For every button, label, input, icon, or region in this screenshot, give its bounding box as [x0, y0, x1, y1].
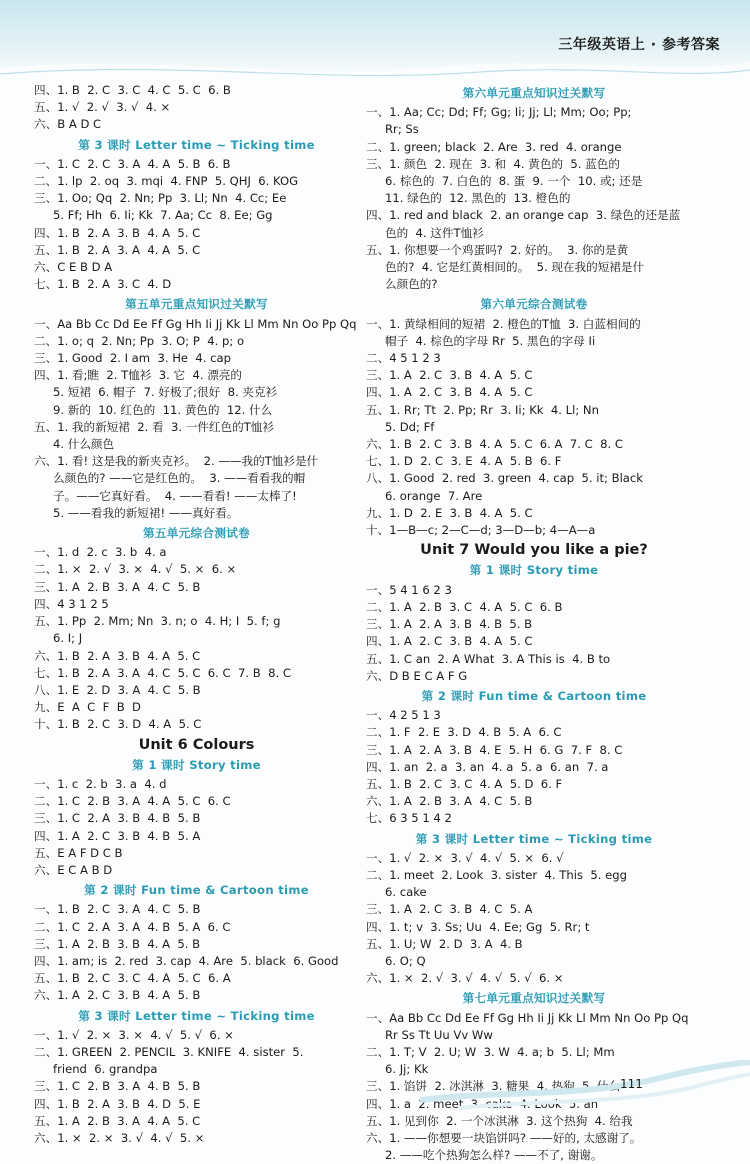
answer-line: 四、1. B 2. A 3. B 4. D 5. E: [34, 1096, 201, 1111]
answer-line: 么颜色的? ——它是红色的。 3. ——看看我的帽: [53, 471, 306, 486]
answer-line: 6. cake: [385, 885, 427, 900]
answer-line: 4. 什么颜色: [53, 437, 115, 452]
answer-line: 六、1. ——你想要一块馅饼吗? ——好的, 太感谢了。: [366, 1130, 642, 1145]
answer-line: 七、1. B 2. A 3. A 4. C 5. C 6. C 7. B 8. C: [34, 665, 291, 680]
section-heading: 第五单元重点知识过关默写: [125, 297, 268, 312]
answer-line: 色的 4. 这件T恤衫: [385, 225, 484, 240]
answer-line: 六、1. B 2. A 3. B 4. A 5. C: [34, 648, 201, 663]
footer-wave-decoration: [420, 1060, 750, 1110]
answer-line: 一、Aa Bb Cc Dd Ee Ff Gg Hh Ii Jj Kk Ll Mm Nn Oo Pp Qq: [34, 316, 357, 331]
answer-line: 二、1. × 2. √ 3. × 4. √ 5. × 6. ×: [34, 562, 237, 577]
answer-line: 四、1. A 2. C 3. B 4. A 5. C: [366, 634, 533, 649]
answer-line: 三、1. 馅饼 2. 冰淇淋 3. 糖果 4. 热狗 5. 什么: [366, 1079, 620, 1094]
answer-line: 六、1. A 2. C 3. B 4. A 5. B: [34, 988, 201, 1003]
page-header-title: 三年级英语上 · 参考答案: [558, 37, 720, 53]
answer-line: 四、1. B 2. A 3. B 4. A 5. C: [34, 225, 201, 240]
answer-line: 九、1. D 2. E 3. B 4. A 5. C: [366, 505, 533, 520]
answer-line: 六、1. × 2. √ 3. √ 4. √ 5. √ 6. ×: [366, 971, 564, 986]
answer-line: 5. ——看我的新短裙! ——真好看。: [53, 505, 239, 520]
answer-line: 6. 棕色的 7. 白色的 8. 蛋 9. 一个 10. 或; 还是: [385, 174, 643, 189]
section-heading: 第五单元综合测试卷: [142, 526, 251, 541]
answer-line: 5. Ff; Hh 6. Ii; Kk 7. Aa; Cc 8. Ee; Gg: [53, 208, 273, 223]
answer-line: 6. O; Q: [385, 953, 426, 968]
section-heading: 第 3 课时 Letter time ~ Ticking time: [415, 831, 653, 846]
answer-line: 六、E C A B D: [34, 862, 113, 877]
answer-line: 六、1. B 2. C 3. B 4. A 5. C 6. A 7. C 8. C: [366, 437, 623, 452]
answer-line: 一、1. √ 2. × 3. √ 4. √ 5. × 6. √: [366, 850, 564, 865]
answer-line: 八、1. E 2. D 3. A 4. C 5. B: [34, 682, 201, 697]
answer-line: 五、1. Pp 2. Mm; Nn 3. n; o 4. H; I 5. f; g: [34, 614, 281, 629]
answer-line: 5. Dd; Ff: [385, 419, 435, 434]
answer-line: friend 6. grandpa: [53, 1062, 158, 1077]
answer-line: 十、1—B—c; 2—C—d; 3—D—b; 4—A—a: [366, 523, 596, 538]
section-heading: 第 1 课时 Story time: [132, 757, 261, 772]
answer-line: 二、1. C 2. B 3. A 4. A 5. C 6. C: [34, 794, 231, 809]
answer-line: 四、1. t; v 3. Ss; Uu 4. Ee; Gg 5. Rr; t: [366, 919, 590, 934]
answer-line: 6. I; J: [53, 631, 83, 646]
section-heading: 第 3 课时 Letter time ~ Ticking time: [78, 137, 315, 152]
section-heading: 第六单元重点知识过关默写: [462, 86, 606, 100]
answer-line: 八、1. Good 2. red 3. green 4. cap 5. it; Black: [366, 471, 643, 486]
answer-line: 四、4 3 1 2 5: [34, 596, 109, 611]
answer-line: 五、1. A 2. B 3. A 4. A 5. C: [34, 1113, 201, 1128]
unit-title: Unit 6 Colours: [138, 736, 255, 753]
answer-line: 二、1. lp 2. oq 3. mqi 4. FNP 5. QHJ 6. KOG: [34, 174, 299, 189]
answer-line: 六、1. × 2. × 3. √ 4. √ 5. ×: [34, 1130, 205, 1145]
answer-line: 十、1. B 2. C 3. D 4. A 5. C: [34, 717, 202, 732]
answer-line: 一、Aa Bb Cc Dd Ee Ff Gg Hh Ii Jj Kk Ll Mm Nn Oo Pp Qq: [366, 1010, 689, 1025]
answer-line: 四、1. am; is 2. red 3. cap 4. Are 5. black 6. Good: [34, 953, 339, 968]
answer-line: 三、1. A 2. A 3. B 4. B 5. B: [366, 617, 533, 632]
answer-line: 五、1. U; W 2. D 3. A 4. B: [366, 936, 523, 951]
answer-column-right: [366, 82, 702, 1164]
page-number: 111: [620, 1077, 643, 1091]
answer-line: 三、1. C 2. A 3. B 4. B 5. B: [34, 811, 201, 826]
answer-line: 一、1. Aa; Cc; Dd; Ff; Gg; Ii; Jj; Ll; Mm; Oo; Pp;: [366, 105, 632, 120]
answer-line: 二、1. GREEN 2. PENCIL 3. KNIFE 4. sister 5.: [34, 1044, 304, 1059]
answer-line: 三、1. A 2. B 3. B 4. A 5. B: [34, 936, 201, 951]
answer-line: 四、1. an 2. a 3. an 4. a 5. a 6. an 7. a: [366, 759, 609, 774]
answer-line: 二、1. F 2. E 3. D 4. B 5. A 6. C: [366, 725, 562, 740]
answer-line: 五、1. B 2. C 3. C 4. A 5. D 6. F: [366, 776, 563, 791]
answer-line: 五、1. 你想要一个鸡蛋吗? 2. 好的。 3. 你的是黄: [366, 242, 629, 257]
answer-line: 帽子 4. 棕色的字母 Rr 5. 黑色的字母 Ii: [385, 333, 596, 348]
answer-line: 6. orange 7. Are: [385, 488, 483, 503]
answer-line: 五、E A F D C B: [34, 845, 123, 860]
answer-line: Rr; Ss: [385, 122, 419, 137]
answer-line: 四、1. A 2. C 3. B 4. A 5. C: [366, 385, 533, 400]
answer-line: 二、1. C 2. A 3. A 4. B 5. A 6. C: [34, 919, 231, 934]
answer-line: 二、1. meet 2. Look 3. sister 4. This 5. egg: [366, 867, 627, 882]
section-heading: 第七单元重点知识过关默写: [462, 991, 606, 1006]
answer-line: 四、1. a 2. meet 3. cake 4. Look 5. an: [366, 1096, 599, 1111]
answer-line: 三、1. A 2. C 3. B 4. C 5. A: [366, 902, 533, 917]
answer-line: 一、1. d 2. c 3. b 4. a: [34, 545, 167, 560]
answer-line: 一、5 4 1 6 2 3: [366, 582, 452, 597]
answer-line: 一、1. √ 2. × 3. × 4. √ 5. √ 6. ×: [34, 1027, 234, 1042]
answer-line: 6. Jj; Kk: [385, 1062, 429, 1077]
answer-line: 二、4 5 1 2 3: [366, 351, 441, 366]
answer-line: 三、1. C 2. B 3. A 4. B 5. B: [34, 1079, 201, 1094]
answer-line: 四、1. red and black 2. an orange cap 3. 绿色的还是蓝: [366, 208, 681, 223]
answer-line: 九、E A C F B D: [34, 700, 141, 715]
answer-line: 三、1. A 2. C 3. B 4. A 5. C: [366, 368, 533, 383]
answer-line: 2. ——吃个热狗怎么样? ——不了, 谢谢。: [385, 1148, 603, 1163]
answer-line: Rr Ss Tt Uu Vv Ww: [385, 1027, 493, 1042]
answer-line: 二、1. A 2. B 3. C 4. A 5. C 6. B: [366, 599, 563, 614]
answer-line: 七、1. B 2. A 3. C 4. D: [34, 277, 172, 292]
answer-line: 七、1. D 2. C 3. E 4. A 5. B 6. F: [366, 454, 562, 469]
unit-title: Unit 7 Would you like a pie?: [420, 542, 648, 559]
answer-line: 么颜色的?: [385, 277, 438, 292]
answer-line: 三、1. Good 2. I am 3. He 4. cap: [34, 351, 232, 366]
answer-line: 五、1. √ 2. √ 3. √ 4. ×: [34, 100, 171, 115]
answer-line: 一、1. C 2. C 3. A 4. A 5. B 6. B: [34, 156, 231, 171]
answer-line: 五、1. 我的新短裙 2. 看 3. 一件红色的T恤衫: [34, 419, 274, 434]
answer-line: 一、4 2 5 1 3: [366, 708, 441, 723]
section-heading: 第 1 课时 Story time: [469, 563, 599, 578]
answer-line: 一、1. c 2. b 3. a 4. d: [34, 776, 167, 791]
answer-column-left: [34, 82, 359, 1147]
answer-line: 五、1. B 2. C 3. C 4. A 5. C 6. A: [34, 971, 231, 986]
section-heading: 第六单元综合测试卷: [480, 297, 588, 312]
answer-line: 七、6 3 5 1 4 2: [366, 811, 452, 826]
answer-line: 四、1. 看;瞧 2. T恤衫 3. 它 4. 漂亮的: [34, 368, 243, 383]
answer-line: 三、1. A 2. A 3. B 4. E 5. H 6. G 7. F 8. C: [366, 742, 623, 757]
answer-line: 一、1. 黄绿相间的短裙 2. 橙色的T恤 3. 白蓝相间的: [366, 316, 641, 331]
answer-line: 六、1. 看! 这是我的新夹克衫。 2. ——我的T恤衫是什: [34, 454, 319, 469]
answer-line: 四、1. B 2. C 3. C 4. C 5. C 6. B: [34, 83, 231, 97]
answer-line: 三、1. Oo; Qq 2. Nn; Pp 3. Ll; Nn 4. Cc; Ee: [34, 191, 287, 206]
answer-line: 三、1. 颜色 2. 现在 3. 和 4. 黄色的 5. 蓝色的: [366, 156, 620, 171]
answer-line: 子。——它真好看。 4. ——看看! ——太棒了!: [53, 488, 297, 503]
answer-line: 三、1. A 2. B 3. A 4. C 5. B: [34, 579, 201, 594]
answer-line: 六、1. A 2. B 3. A 4. C 5. B: [366, 794, 533, 809]
answer-line: 五、1. 见到你 2. 一个冰淇淋 3. 这个热狗 4. 给我: [366, 1113, 633, 1128]
answer-line: 二、1. green; black 2. Are 3. red 4. orange: [366, 139, 622, 154]
answer-line: 一、1. B 2. C 3. A 4. C 5. B: [34, 902, 201, 917]
answer-line: 四、1. A 2. C 3. B 4. B 5. A: [34, 828, 201, 843]
answer-line: 11. 绿色的 12. 黑色的 13. 橙色的: [385, 191, 571, 206]
answer-line: 五、1. Rr; Tt 2. Pp; Rr 3. Ii; Kk 4. Ll; Nn: [366, 402, 599, 417]
answer-line: 六、C E B D A: [34, 260, 113, 275]
section-heading: 第 3 课时 Letter time ~ Ticking time: [78, 1008, 315, 1023]
answer-line: 色的? 4. 它是红黄相间的。 5. 现在我的短裙是什: [385, 260, 645, 275]
answer-line: 二、1. T; V 2. U; W 3. W 4. a; b 5. Ll; Mm: [366, 1044, 615, 1059]
answer-line: 六、B A D C: [34, 117, 102, 132]
answer-line: 五、1. B 2. A 3. A 4. A 5. C: [34, 242, 201, 257]
section-heading: 第 2 课时 Fun time & Cartoon time: [84, 883, 309, 898]
answer-line: 二、1. o; q 2. Nn; Pp 3. O; P 4. p; o: [34, 333, 245, 348]
answer-line: 五、1. C an 2. A What 3. A This is 4. B to: [366, 651, 611, 666]
answer-line: 9. 新的 10. 红色的 11. 黄色的 12. 什么: [53, 402, 273, 417]
answer-line: 5. 短裙 6. 帽子 7. 好极了;很好 8. 夹克衫: [53, 385, 278, 400]
answer-line: 六、D B E C A F G: [366, 668, 468, 683]
section-heading: 第 2 课时 Fun time & Cartoon time: [421, 688, 647, 703]
